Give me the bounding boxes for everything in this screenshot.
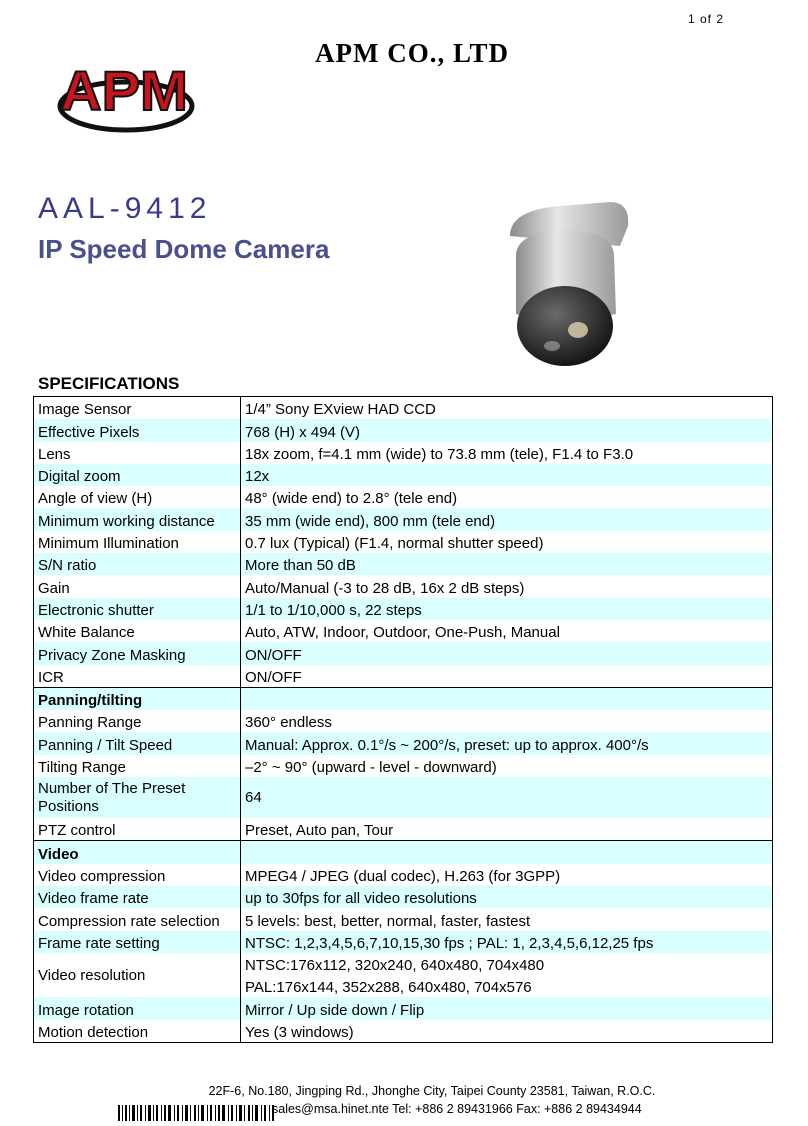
spec-value: 35 mm (wide end), 800 mm (tele end) xyxy=(241,508,773,530)
spec-row xyxy=(34,1020,773,1043)
spec-label: Image Sensor xyxy=(34,397,241,420)
spec-value: 1/1 to 1/10,000 s, 22 steps xyxy=(241,598,773,620)
spec-value: –2° ~ 90° (upward - level - downward) xyxy=(245,759,497,777)
spec-label: Effective Pixels xyxy=(34,419,241,441)
section-label-panning: Panning/tilting xyxy=(34,687,241,710)
spec-row xyxy=(34,642,773,664)
spec-row xyxy=(34,997,773,1019)
spec-label: Image rotation xyxy=(34,997,241,1019)
spec-row xyxy=(34,953,773,975)
spec-row xyxy=(34,575,773,597)
spec-row xyxy=(34,931,773,953)
spec-value: 12x xyxy=(241,464,773,486)
spec-label: S/N ratio xyxy=(34,553,241,575)
spec-value: 360° endless xyxy=(245,714,332,732)
spec-row xyxy=(34,442,773,464)
product-title: IP Speed Dome Camera xyxy=(38,234,330,264)
spec-value: Preset, Auto pan, Tour xyxy=(245,822,394,840)
spec-label: White Balance xyxy=(34,620,241,642)
spec-row xyxy=(34,508,773,530)
spec-value: More than 50 dB xyxy=(241,553,773,575)
spec-label: Digital zoom xyxy=(34,464,241,486)
spec-row xyxy=(34,777,773,818)
spec-label: Privacy Zone Masking xyxy=(34,642,241,664)
spec-value: 64 xyxy=(241,777,773,818)
spec-label: Gain xyxy=(34,575,241,597)
spec-label: Lens xyxy=(34,442,241,464)
spec-label: Video resolution xyxy=(34,953,241,998)
specifications-table xyxy=(33,396,773,1043)
spec-label: Motion detection xyxy=(34,1020,241,1043)
spec-label: Panning Range xyxy=(34,710,241,732)
spec-value: Yes (3 windows) xyxy=(245,1024,354,1042)
spec-label: Angle of view (H) xyxy=(34,486,241,508)
spec-value xyxy=(241,841,773,864)
spec-value: ON/OFF xyxy=(241,642,773,664)
spec-value: 768 (H) x 494 (V) xyxy=(241,419,773,441)
spec-row xyxy=(34,665,773,688)
spec-value xyxy=(241,687,773,710)
spec-section-row xyxy=(34,687,773,710)
spec-value: up to 30fps for all video resolutions xyxy=(241,886,773,908)
spec-label: Panning / Tilt Speed xyxy=(34,732,241,754)
spec-value: Mirror / Up side down / Flip xyxy=(241,997,773,1019)
spec-row xyxy=(34,531,773,553)
apm-logo xyxy=(48,44,198,144)
page-number: 1 of 2 xyxy=(687,12,724,26)
spec-row xyxy=(34,710,773,732)
spec-section-row xyxy=(34,841,773,864)
spec-row xyxy=(34,397,773,420)
spec-value: NTSC:176x112, 320x240, 640x480, 704x480 xyxy=(245,957,545,975)
footer-contact: sales@msa.hinet.nte Tel: +886 2 89431966 Fax: +886 2 89434944 xyxy=(272,1102,642,1116)
spec-row xyxy=(34,620,773,642)
spec-row xyxy=(34,864,773,886)
spec-value: 1/4” Sony EXview HAD CCD xyxy=(245,401,436,419)
spec-row xyxy=(34,732,773,754)
spec-row xyxy=(34,598,773,620)
spec-value: Manual: Approx. 0.1°/s ~ 200°/s, preset: up to approx. 400°/s xyxy=(241,732,773,754)
company-name: APM CO., LTD xyxy=(314,38,509,68)
spec-label: Video compression xyxy=(34,864,241,886)
spec-value: 0.7 lux (Typical) (F1.4, normal shutter speed) xyxy=(245,535,544,553)
spec-row xyxy=(34,755,773,777)
barcode-graphic xyxy=(118,1105,278,1121)
spec-value: 18x zoom, f=4.1 mm (wide) to 73.8 mm (tele), F1.4 to F3.0 xyxy=(245,445,634,463)
spec-label: Electronic shutter xyxy=(34,598,241,620)
model-number: AAL-9412 xyxy=(38,192,212,225)
section-label-video: Video xyxy=(34,841,241,864)
spec-label: Video frame rate xyxy=(34,886,241,908)
spec-value: MPEG4 / JPEG (dual codec), H.263 (for 3GPP) xyxy=(245,867,561,885)
spec-label: PTZ control xyxy=(34,818,241,841)
spec-row xyxy=(34,419,773,441)
spec-label: ICR xyxy=(34,665,241,688)
spec-label: Number of The Preset Positions xyxy=(34,777,241,818)
spec-value: Auto, ATW, Indoor, Outdoor, One-Push, Manual xyxy=(245,624,560,642)
spec-label: Minimum Illumination xyxy=(34,531,241,553)
spec-row xyxy=(34,886,773,908)
spec-value: 5 levels: best, better, normal, faster, fastest xyxy=(245,912,531,930)
spec-value: PAL:176x144, 352x288, 640x480, 704x576 xyxy=(245,979,532,997)
logo-text: APM xyxy=(60,59,188,122)
spec-label: Minimum working distance xyxy=(34,508,241,530)
spec-row xyxy=(34,818,773,841)
camera-photo xyxy=(490,196,640,376)
spec-label: Frame rate setting xyxy=(34,931,241,953)
spec-value: Auto/Manual (-3 to 28 dB, 16x 2 dB steps) xyxy=(245,579,525,597)
spec-row xyxy=(34,464,773,486)
spec-value: 48° (wide end) to 2.8° (tele end) xyxy=(245,490,458,508)
specifications-heading: SPECIFICATIONS xyxy=(38,374,180,393)
spec-row xyxy=(34,486,773,508)
spec-value: NTSC: 1,2,3,4,5,6,7,10,15,30 fps ; PAL: 1, 2,3,4,5,6,12,25 fps xyxy=(241,931,773,953)
spec-row xyxy=(34,908,773,930)
spec-value: ON/OFF xyxy=(245,668,302,686)
spec-label: Tilting Range xyxy=(34,755,241,777)
spec-row xyxy=(34,553,773,575)
footer-address: 22F-6, No.180, Jingping Rd., Jhonghe City, Taipei County 23581, Taiwan, R.O.C. xyxy=(208,1084,656,1098)
spec-label: Compression rate selection xyxy=(34,908,241,930)
